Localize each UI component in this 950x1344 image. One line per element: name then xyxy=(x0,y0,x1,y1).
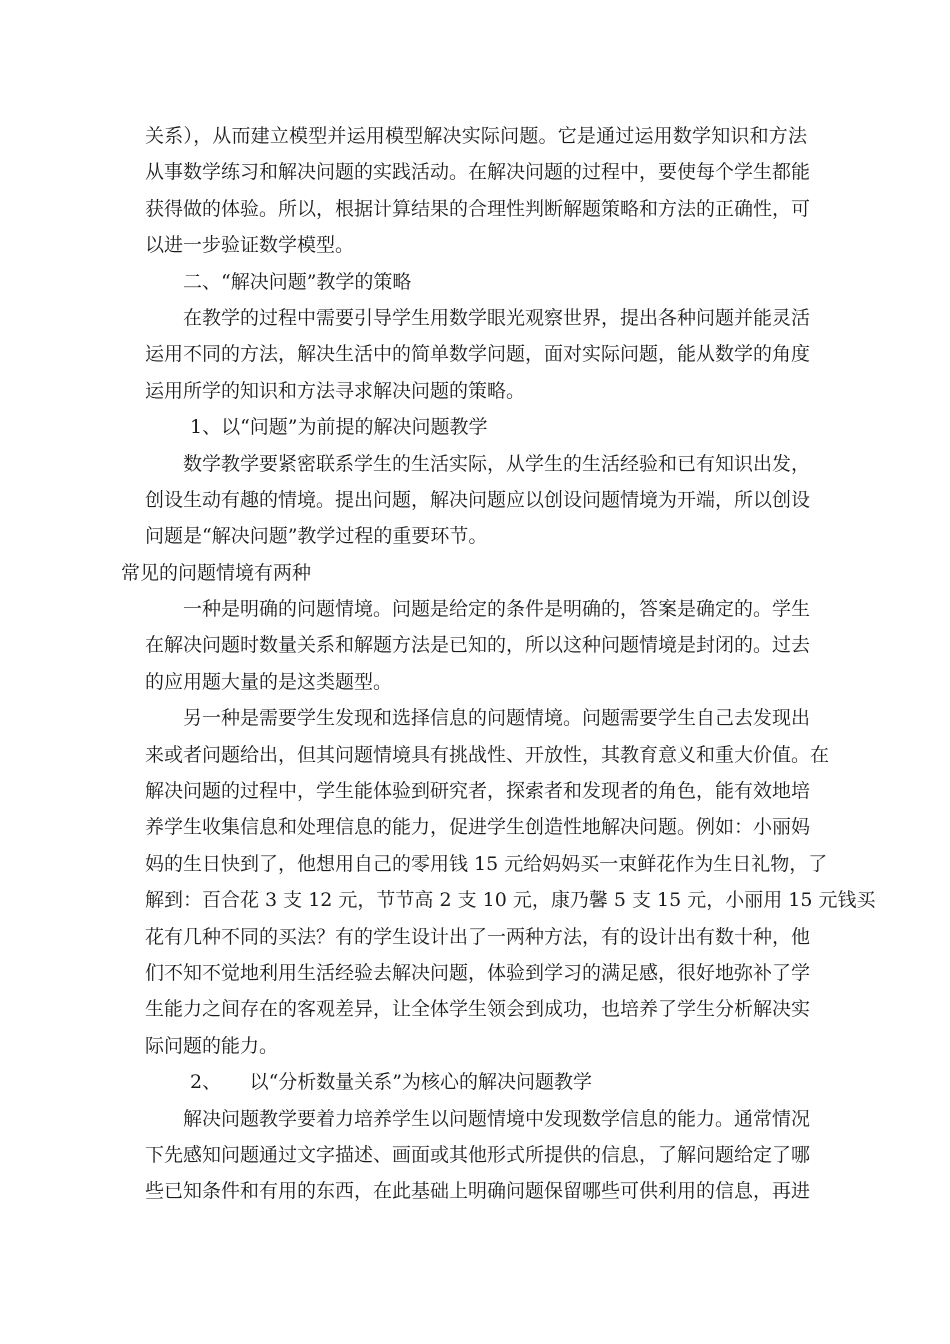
paragraph-line: 获得做的体验。所以，根据计算结果的合理性判断解题策略和方法的正确性，可 xyxy=(145,197,811,220)
paragraph-line: 运用所学的知识和方法寻求解决问题的策略。 xyxy=(145,379,526,402)
paragraph-line: 运用不同的方法，解决生活中的简单数学问题，面对实际问题，能从数学的角度 xyxy=(145,343,811,366)
paragraph-line: 问题是“解决问题”教学过程的重要环节。 xyxy=(145,525,488,548)
paragraph-line: 花有几种不同的买法？有的学生设计出了一两种方法，有的设计出有数十种，他 xyxy=(145,925,811,948)
subsection-heading: 2、 以“分析数量关系”为核心的解决问题教学 xyxy=(190,1071,593,1094)
paragraph-line: 数学教学要紧密联系学生的生活实际，从学生的生活经验和已有知识出发， xyxy=(183,452,811,475)
section-heading: 二、“解决问题”教学的策略 xyxy=(183,270,412,293)
paragraph-line: 常见的问题情境有两种 xyxy=(121,561,312,584)
paragraph-line: 从事数学练习和解决问题的实践活动。在解决问题的过程中，要使每个学生都能 xyxy=(145,161,811,184)
paragraph-line: 来或者问题给出，但其问题情境具有挑战性、开放性，其教育意义和重大价值。在 xyxy=(145,743,830,766)
paragraph-line: 生能力之间存在的客观差异，让全体学生领会到成功，也培养了学生分析解决实 xyxy=(145,998,811,1021)
paragraph-line: 些已知条件和有用的东西，在此基础上明确问题保留哪些可供利用的信息，再进 xyxy=(145,1180,811,1203)
paragraph-line: 在教学的过程中需要引导学生用数学眼光观察世界，提出各种问题并能灵活 xyxy=(183,306,811,329)
paragraph-line: 际问题的能力。 xyxy=(145,1034,279,1057)
paragraph-line: 创设生动有趣的情境。提出问题，解决问题应以创设问题情境为开端，所以创设 xyxy=(145,488,811,511)
paragraph-line: 在解决问题时数量关系和解题方法是已知的，所以这种问题情境是封闭的。过去 xyxy=(145,634,811,657)
paragraph-line: 解决问题的过程中，学生能体验到研究者，探索者和发现者的角色，能有效地培 xyxy=(145,780,811,803)
paragraph-line: 下先感知问题通过文字描述、画面或其他形式所提供的信息，了解问题给定了哪 xyxy=(145,1143,811,1166)
paragraph-line: 解决问题教学要着力培养学生以问题情境中发现数学信息的能力。通常情况 xyxy=(183,1107,811,1130)
paragraph-line: 的应用题大量的是这类题型。 xyxy=(145,670,393,693)
paragraph-line: 关系），从而建立模型并运用模型解决实际问题。它是通过运用数学知识和方法 xyxy=(145,125,807,147)
paragraph-line: 养学生收集信息和处理信息的能力，促进学生创造性地解决问题。例如：小丽妈 xyxy=(145,816,811,839)
paragraph-line: 妈的生日快到了，他想用自己的零用钱 15 元给妈妈买一束鲜花作为生日礼物，了 xyxy=(145,852,828,875)
paragraph-line: 们不知不觉地利用生活经验去解决问题，体验到学习的满足感，很好地弥补了学 xyxy=(145,961,811,984)
paragraph-line: 另一种是需要学生发现和选择信息的问题情境。问题需要学生自己去发现出 xyxy=(183,707,811,730)
paragraph-line: 一种是明确的问题情境。问题是给定的条件是明确的，答案是确定的。学生 xyxy=(183,598,811,621)
subsection-heading: 1、以“问题”为前提的解决问题教学 xyxy=(190,416,488,439)
paragraph-line: 解到：百合花 3 支 12 元，节节高 2 支 10 元，康乃馨 5 支 15 元，小丽用 15 元钱买 xyxy=(145,889,876,912)
document-body xyxy=(121,118,876,1210)
paragraph-line: 以进一步验证数学模型。 xyxy=(145,234,355,257)
